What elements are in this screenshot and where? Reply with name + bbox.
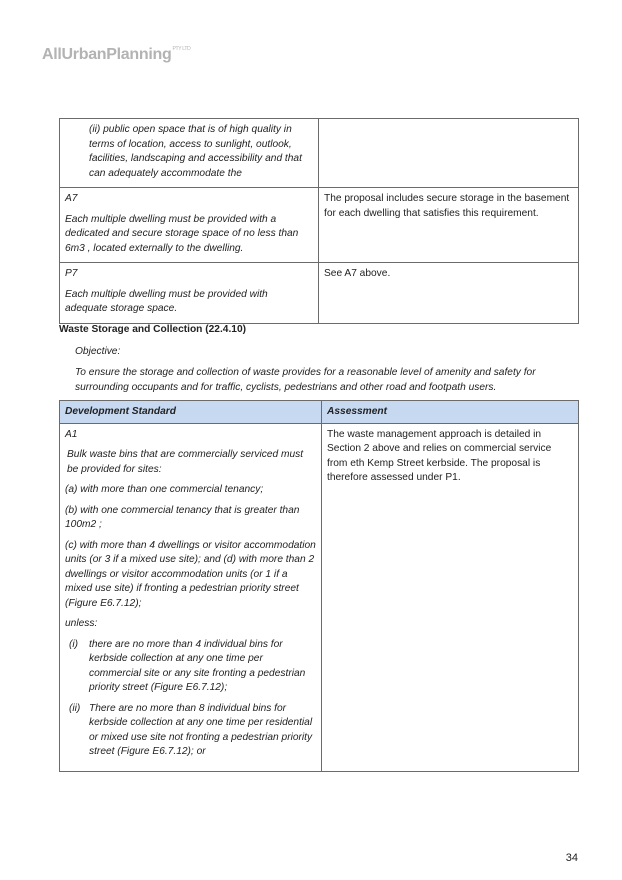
standard-text: (ii) public open space that is of high quality in terms of location, access to sunlight, outlook, facilities, landscaping and accessibility and that can adequately accommodate the <box>89 124 302 179</box>
standard-item-cd: (c) with more than 4 dwellings or visitor accommodation units (or 3 if a mixed use site); and (d) with more than 2 dwellings or visitor accommodation units (or 1 if a mixed use site) if fronting a pedestrian priority street (Figure E6.7.12); <box>65 539 316 609</box>
standard-cell <box>60 119 319 188</box>
standard-code: P7 <box>65 268 78 279</box>
standard-text: Each multiple dwelling must be provided with adequate storage space. <box>65 288 268 314</box>
objective-label: Objective: <box>75 346 121 357</box>
standard-unless: unless: <box>65 618 98 629</box>
standard-cell <box>60 263 319 324</box>
standard-code: A1 <box>65 428 78 440</box>
assessment-text: The waste management approach is detailed in Section 2 above and relies on commercial service from eth Kemp Street kerbside. The proposal is therefore assessed under P1. <box>327 428 552 483</box>
logo-mark: PTY LTD <box>172 46 191 52</box>
assessment-cell <box>319 263 579 324</box>
standard-intro: Bulk waste bins that are commercially serviced must be provided for sites: <box>67 449 304 475</box>
column-header-assessment: Assessment <box>322 401 579 424</box>
page-number: 34 <box>565 852 578 864</box>
table-row <box>60 263 579 324</box>
standard-cell <box>60 188 319 263</box>
standard-text: Each multiple dwelling must be provided with a dedicated and secure storage space of no less than 6m3 , located externally to the dwelling. <box>65 213 299 254</box>
logo-text: AllUrbanPlanning <box>42 46 172 63</box>
objective-text: To ensure the storage and collection of waste provides for a reasonable level of amenity and safety for surrounding occupants and for traffic, cyclists, pedestrians and other road and footpath users. <box>75 367 536 393</box>
assessment-text: See A7 above. <box>324 268 391 279</box>
table-row <box>60 423 579 771</box>
table-header-row <box>60 401 579 424</box>
standard-item-b: (b) with one commercial tenancy that is greater than 100m2 ; <box>65 504 300 530</box>
standard-code: A7 <box>65 193 78 204</box>
table-row <box>60 188 579 263</box>
assessment-text: The proposal includes secure storage in the basement for each dwelling that satisfies this requirement. <box>324 193 570 219</box>
list-number: (i) <box>69 638 79 650</box>
assessment-cell <box>319 119 579 188</box>
column-header-standard: Development Standard <box>60 401 322 424</box>
standard-item-a: (a) with more than one commercial tenancy; <box>65 484 264 495</box>
section-heading: Waste Storage and Collection (22.4.10) <box>59 324 247 335</box>
list-item <box>65 638 316 696</box>
list-item <box>65 702 316 760</box>
assessment-cell <box>322 423 579 771</box>
list-number: (ii) <box>69 702 81 714</box>
standard-cell <box>60 423 322 771</box>
waste-standards-table <box>59 400 579 772</box>
table-row <box>60 119 579 188</box>
list-text: There are no more than 8 individual bins for kerbside collection at any one time per residential or mixed use site not fronting a pedestrian priority street (Figure E6.7.12); or <box>89 702 313 757</box>
list-text: there are no more than 4 individual bins for kerbside collection at any one time per commercial site or any site fronting a pedestrian priority street (Figure E6.7.12); <box>89 638 306 693</box>
company-logo <box>42 46 190 64</box>
standards-table-continued <box>59 118 579 324</box>
assessment-cell <box>319 188 579 263</box>
